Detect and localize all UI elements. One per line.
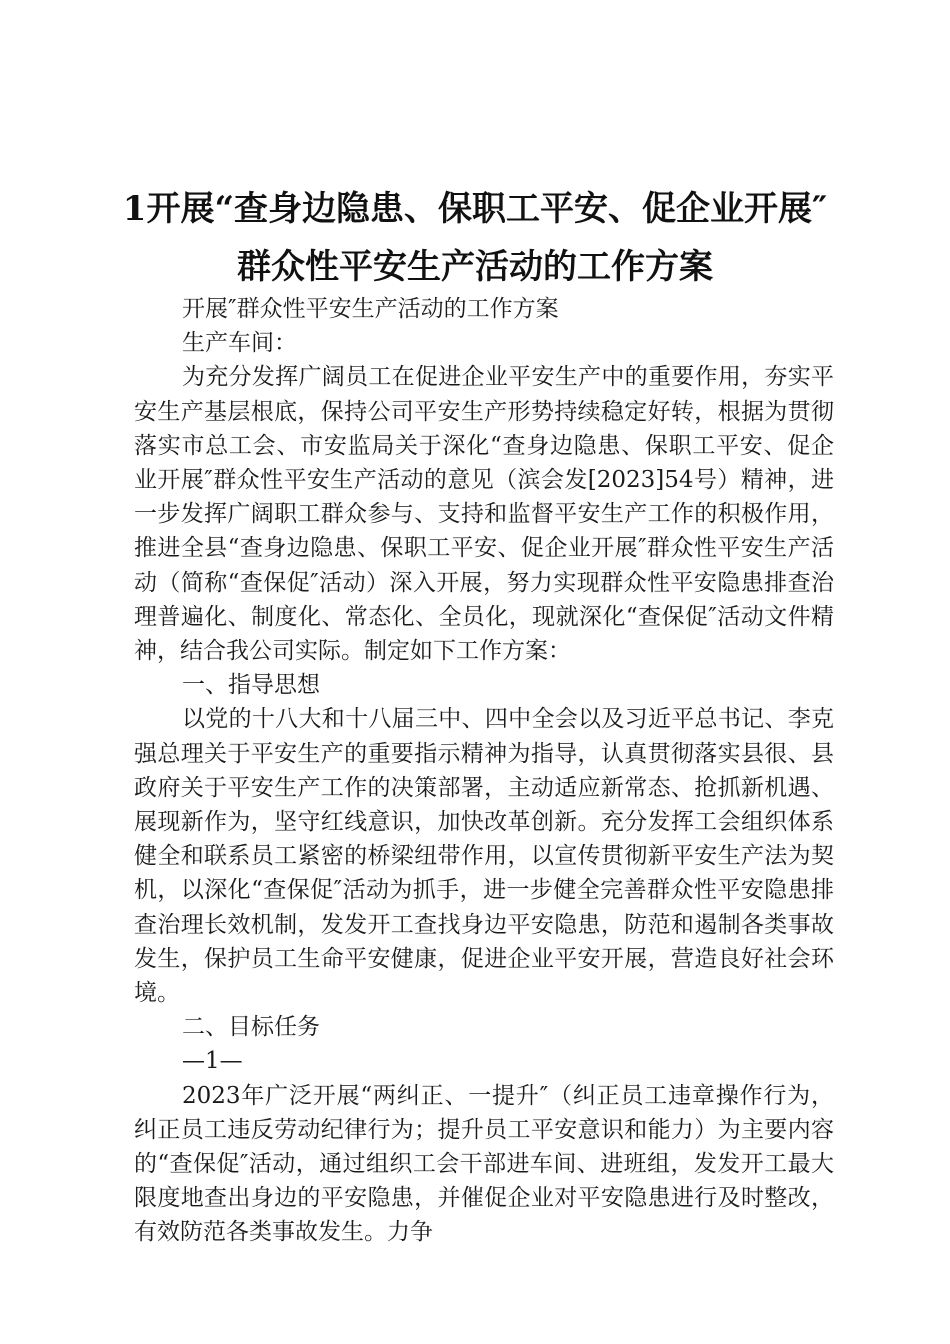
paragraph-salutation: 生产车间： [182,330,297,357]
page-number-marker: —1— [182,1048,243,1075]
document-title: 1开展“查身边隐患、保职工平安、促企业开展″群众性平安生产活动的工作方案 [122,189,828,287]
document-body [134,292,834,1250]
paragraph-guiding-ideology: 以党的十八大和十八届三中、四中全会以及习近平总书记、李克强总理关于平安生产的重要指示精神为指导，认真贯彻落实县很、县政府关于平安生产工作的决策部署，主动适应新常态、抢抓新机遇、展现新作为，坚守红线意识，加快改革创新。充分发挥工会组织体系健全和联系员工紧密的桥梁纽带作用，以宣传贯彻新平安生产法为契机，以深化“查保促″活动为抓手，进一步健全完善群众性平安隐患排查治理长效机制，发发开工查找身边平安隐患，防范和遏制各类事故发生，保护员工生命平安健康，促进企业平安开展，营造良好社会环境。 [134,706,834,1007]
paragraph-goals: 2023年广泛开展“两纠正、一提升″（纠正员工违章操作行为，纠正员工违反劳动纪律行为；提升员工平安意识和能力）为主要内容的“查保促″活动，通过组织工会干部进车间、进班组，发发开工最大限度地查出身边的平安隐患，并催促企业对平安隐患进行及时整改，有效防范各类事故发生。力争 [134,1082,834,1246]
section-heading-goals: 二、目标任务 [182,1014,320,1041]
section-heading-guiding-ideology: 一、指导思想 [182,672,320,699]
paragraph-intro: 为充分发挥广阔员工在促进企业平安生产中的重要作用，夯实平安生产基层根底，保持公司平安生产形势持续稳定好转，根据为贯彻落实市总工会、市安监局关于深化“查身边隐患、保职工平安、促企业开展″群众性平安生产活动的意见（滨会发[2023]54号）精神，进一步发挥广阔职工群众参与、支持和监督平安生产工作的积极作用，推进全县“查身边隐患、保职工平安、促企业开展″群众性平安生产活动（简称“查保促″活动）深入开展，努力实现群众性平安隐患排查治理普遍化、制度化、常态化、全员化，现就深化“查保促″活动文件精神，结合我公司实际。制定如下工作方案： [134,364,834,665]
paragraph-title-continuation: 开展″群众性平安生产活动的工作方案 [182,296,559,322]
